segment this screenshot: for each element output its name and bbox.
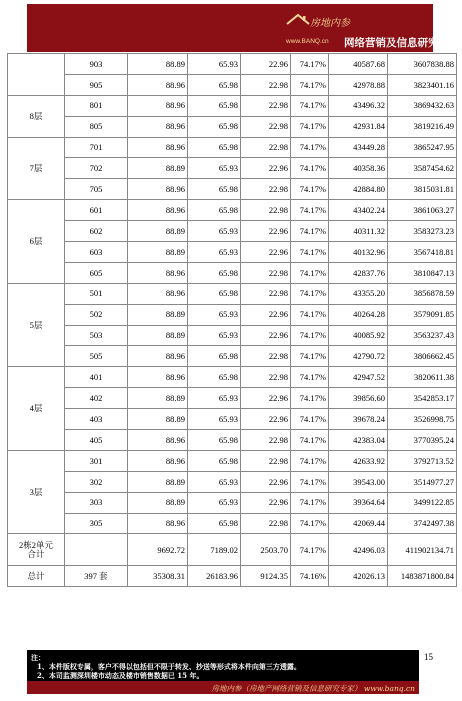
subtotal-label: [8, 534, 65, 566]
table-cell: 74.17%: [291, 513, 329, 534]
total-cell: 9124.35: [241, 566, 291, 587]
table-cell: 39543.00: [329, 471, 388, 492]
table-cell: 74.17%: [291, 346, 329, 367]
table-cell: 22.96: [241, 325, 291, 346]
table-cell: 42790.72: [329, 346, 388, 367]
table-cell: 65.98: [188, 367, 241, 388]
table-cell: 88.96: [128, 137, 188, 158]
table-row: [8, 158, 457, 179]
table-row: [8, 262, 457, 283]
table-cell: 403: [65, 409, 128, 430]
footer-note-label: 注：: [31, 653, 45, 662]
table-cell: 22.98: [241, 137, 291, 158]
table-cell: 22.96: [241, 221, 291, 242]
table-cell: 42884.80: [329, 179, 388, 200]
subtotal-label-line-2: 合计: [27, 548, 45, 559]
table-cell: 74.17%: [291, 179, 329, 200]
floor-label: 6层: [8, 200, 65, 284]
table-cell: 501: [65, 283, 128, 304]
table-cell: 3567418.81: [388, 242, 457, 263]
table-cell: 42978.88: [329, 74, 388, 95]
table-cell: 22.98: [241, 179, 291, 200]
table-cell: 65.93: [188, 158, 241, 179]
table-row: [8, 304, 457, 325]
table-cell: 74.17%: [291, 137, 329, 158]
table-cell: 74.17%: [291, 409, 329, 430]
subtotal-cell: 74.17%: [291, 534, 329, 566]
table-cell: 65.98: [188, 137, 241, 158]
table-cell: 705: [65, 179, 128, 200]
table-cell: 22.98: [241, 430, 291, 451]
table-cell: 505: [65, 346, 128, 367]
table-cell: 22.96: [241, 158, 291, 179]
table-cell: 88.89: [128, 221, 188, 242]
table-cell: 65.98: [188, 430, 241, 451]
table-cell: 40085.92: [329, 325, 388, 346]
table-row: [8, 513, 457, 534]
floor-label: 5层: [8, 283, 65, 367]
banner-title: 网络营销及信息研究专家: [344, 37, 460, 49]
total-cell: 397 套: [65, 566, 128, 587]
table-cell: 3820611.38: [388, 367, 457, 388]
table-cell: 88.96: [128, 513, 188, 534]
table-cell: 74.17%: [291, 450, 329, 471]
table-cell: 22.98: [241, 450, 291, 471]
table-cell: 301: [65, 450, 128, 471]
table-cell: 302: [65, 471, 128, 492]
table-cell: 3607838.88: [388, 54, 457, 75]
table-cell: 3770395.24: [388, 430, 457, 451]
table-cell: 3792713.52: [388, 450, 457, 471]
table-cell: 405: [65, 430, 128, 451]
table-cell: 3742497.38: [388, 513, 457, 534]
table-cell: 3865247.95: [388, 137, 457, 158]
subtotal-label-line-1: 2栋2单元: [18, 540, 53, 551]
table-cell: 65.93: [188, 242, 241, 263]
footer-brand: 房地内参（房地产网络营销及信息研究专家） www.banq.cn: [211, 684, 415, 693]
total-cell: 74.16%: [291, 566, 329, 587]
table-row: [8, 200, 457, 221]
table-cell: 305: [65, 513, 128, 534]
table-cell: 40311.32: [329, 221, 388, 242]
table-row: [8, 325, 457, 346]
footer-brand-bar: [27, 681, 419, 694]
table-cell: 74.17%: [291, 242, 329, 263]
subtotal-cell: 42496.03: [329, 534, 388, 566]
table-cell: 88.89: [128, 492, 188, 513]
table-cell: 22.98: [241, 346, 291, 367]
table-cell: 3819216.49: [388, 116, 457, 137]
table-row: [8, 74, 457, 95]
total-cell: 42026.13: [329, 566, 388, 587]
table-cell: 905: [65, 74, 128, 95]
table-cell: 3587454.62: [388, 158, 457, 179]
table-cell: 805: [65, 116, 128, 137]
table-cell: 22.96: [241, 304, 291, 325]
table-cell: 65.93: [188, 492, 241, 513]
table-cell: 65.93: [188, 409, 241, 430]
table-cell: 74.17%: [291, 95, 329, 116]
table-cell: 3583273.23: [388, 221, 457, 242]
table-cell: 65.93: [188, 304, 241, 325]
subtotal-cell: 411902134.71: [388, 534, 457, 566]
table-cell: 801: [65, 95, 128, 116]
house-logo-icon: [285, 13, 311, 31]
table-cell: 3542853.17: [388, 388, 457, 409]
table-cell: 42931.84: [329, 116, 388, 137]
table-cell: 65.93: [188, 54, 241, 75]
total-cell: 35308.31: [128, 566, 188, 587]
table-cell: 3815031.81: [388, 179, 457, 200]
table-row: [8, 116, 457, 137]
table-cell: 74.17%: [291, 388, 329, 409]
table-row: [8, 471, 457, 492]
floor-label: 7层: [8, 137, 65, 200]
table-row: [8, 54, 457, 75]
table-cell: 903: [65, 54, 128, 75]
table-cell: 88.96: [128, 116, 188, 137]
table-cell: 88.89: [128, 54, 188, 75]
table-cell: 3856878.59: [388, 283, 457, 304]
table-row: [8, 221, 457, 242]
table-cell: 65.98: [188, 200, 241, 221]
table-cell: 502: [65, 304, 128, 325]
table-cell: 65.98: [188, 116, 241, 137]
table-row: [8, 179, 457, 200]
table-cell: 40358.36: [329, 158, 388, 179]
table-cell: 39856.60: [329, 388, 388, 409]
table-cell: 303: [65, 492, 128, 513]
table-cell: 42947.52: [329, 367, 388, 388]
table-row: [8, 409, 457, 430]
subtotal-cell: [65, 534, 128, 566]
table-cell: 22.98: [241, 262, 291, 283]
table-cell: 65.98: [188, 95, 241, 116]
table-cell: 74.17%: [291, 221, 329, 242]
table-cell: 88.96: [128, 346, 188, 367]
table-cell: 22.98: [241, 116, 291, 137]
table-cell: 40264.28: [329, 304, 388, 325]
table-cell: 43402.24: [329, 200, 388, 221]
subtotal-cell: 2503.70: [241, 534, 291, 566]
table-cell: 39364.64: [329, 492, 388, 513]
table-cell: 701: [65, 137, 128, 158]
table-cell: 601: [65, 200, 128, 221]
table-cell: 3499122.85: [388, 492, 457, 513]
table-cell: 42383.04: [329, 430, 388, 451]
table-cell: 65.98: [188, 262, 241, 283]
floor-label: 4层: [8, 367, 65, 451]
table-cell: 74.17%: [291, 54, 329, 75]
table-cell: 65.98: [188, 513, 241, 534]
table-cell: 40587.68: [329, 54, 388, 75]
table-cell: 3806662.45: [388, 346, 457, 367]
subtotal-cell: 7189.02: [188, 534, 241, 566]
table-row: [8, 95, 457, 116]
table-cell: 65.93: [188, 388, 241, 409]
table-cell: 88.96: [128, 200, 188, 221]
table-cell: 88.89: [128, 471, 188, 492]
table-cell: 88.96: [128, 367, 188, 388]
table-cell: 88.96: [128, 95, 188, 116]
table-cell: 702: [65, 158, 128, 179]
table-cell: 3514977.27: [388, 471, 457, 492]
table-cell: 74.17%: [291, 262, 329, 283]
logo-url: www.BANQ.cn: [286, 38, 329, 45]
table-cell: 65.98: [188, 283, 241, 304]
table-row: [8, 450, 457, 471]
table-cell: 43355.20: [329, 283, 388, 304]
table-cell: 22.98: [241, 200, 291, 221]
table-cell: 3869432.63: [388, 95, 457, 116]
table-cell: 42069.44: [329, 513, 388, 534]
table-cell: 602: [65, 221, 128, 242]
table-cell: 88.89: [128, 325, 188, 346]
table-cell: 74.17%: [291, 158, 329, 179]
table-row: [8, 346, 457, 367]
table-cell: 74.17%: [291, 325, 329, 346]
table-cell: 74.17%: [291, 116, 329, 137]
header-banner: [27, 4, 460, 52]
floor-label: [8, 54, 65, 96]
table-cell: 402: [65, 388, 128, 409]
table-cell: 3810847.13: [388, 262, 457, 283]
table-cell: 88.89: [128, 242, 188, 263]
table-cell: 22.98: [241, 95, 291, 116]
table-row: [8, 242, 457, 263]
table-cell: 603: [65, 242, 128, 263]
table-cell: 65.98: [188, 450, 241, 471]
table-cell: 3526998.75: [388, 409, 457, 430]
table-cell: 65.98: [188, 74, 241, 95]
table-cell: 74.17%: [291, 430, 329, 451]
footer-note-line-1: 1、本件版权专属，客户不得以包括但不限于转发、抄送等形式将本件向第三方透露。: [37, 662, 301, 671]
table-row: [8, 430, 457, 451]
table-cell: 74.17%: [291, 74, 329, 95]
table-cell: 22.98: [241, 513, 291, 534]
table-row: [8, 367, 457, 388]
floor-label: 3层: [8, 450, 65, 534]
table-cell: 74.17%: [291, 304, 329, 325]
table-cell: 43449.28: [329, 137, 388, 158]
table-cell: 3861063.27: [388, 200, 457, 221]
table-cell: 65.93: [188, 325, 241, 346]
total-row: [8, 566, 457, 587]
table-cell: 65.93: [188, 221, 241, 242]
subtotal-row: [8, 534, 457, 566]
table-cell: 42837.76: [329, 262, 388, 283]
table-cell: 74.17%: [291, 200, 329, 221]
total-cell: 1483871800.84: [388, 566, 457, 587]
table-cell: 3823401.16: [388, 74, 457, 95]
table-cell: 22.98: [241, 283, 291, 304]
table-cell: 88.89: [128, 388, 188, 409]
table-cell: 88.96: [128, 74, 188, 95]
table-row: [8, 283, 457, 304]
table-cell: 74.17%: [291, 471, 329, 492]
table-cell: 74.17%: [291, 367, 329, 388]
table-row: [8, 137, 457, 158]
table-cell: 88.89: [128, 158, 188, 179]
table-cell: 22.98: [241, 367, 291, 388]
table-cell: 3563237.43: [388, 325, 457, 346]
table-cell: 43496.32: [329, 95, 388, 116]
table-cell: 22.98: [241, 74, 291, 95]
unit-price-table: [7, 53, 457, 587]
table-cell: 40132.96: [329, 242, 388, 263]
table-cell: 65.93: [188, 471, 241, 492]
table-cell: 503: [65, 325, 128, 346]
table-cell: 42633.92: [329, 450, 388, 471]
total-label: 总计: [8, 566, 65, 587]
subtotal-cell: 9692.72: [128, 534, 188, 566]
table-cell: 605: [65, 262, 128, 283]
table-cell: 88.96: [128, 262, 188, 283]
table-cell: 88.89: [128, 409, 188, 430]
table-cell: 88.89: [128, 304, 188, 325]
page-number: 15: [424, 652, 433, 662]
table-cell: 22.96: [241, 388, 291, 409]
footer-note-line-2: 2、本司监测深圳楼市动态及楼市销售数据已 15 年。: [37, 671, 204, 680]
total-cell: 26183.96: [188, 566, 241, 587]
table-row: [8, 388, 457, 409]
table-cell: 22.96: [241, 492, 291, 513]
table-cell: 88.96: [128, 450, 188, 471]
table-cell: 88.96: [128, 430, 188, 451]
table-cell: 74.17%: [291, 283, 329, 304]
logo-text: 房地内参: [310, 18, 350, 29]
table-cell: 65.98: [188, 179, 241, 200]
footer-notes: [27, 650, 419, 694]
table-cell: 88.96: [128, 283, 188, 304]
table-cell: 39678.24: [329, 409, 388, 430]
table-cell: 88.96: [128, 179, 188, 200]
floor-label: 8层: [8, 95, 65, 137]
table-cell: 22.96: [241, 54, 291, 75]
table-cell: 3579091.85: [388, 304, 457, 325]
table-cell: 401: [65, 367, 128, 388]
table-cell: 65.98: [188, 346, 241, 367]
table-cell: 22.96: [241, 471, 291, 492]
table-cell: 74.17%: [291, 492, 329, 513]
table-row: [8, 492, 457, 513]
table-cell: 22.96: [241, 409, 291, 430]
table-cell: 22.96: [241, 242, 291, 263]
